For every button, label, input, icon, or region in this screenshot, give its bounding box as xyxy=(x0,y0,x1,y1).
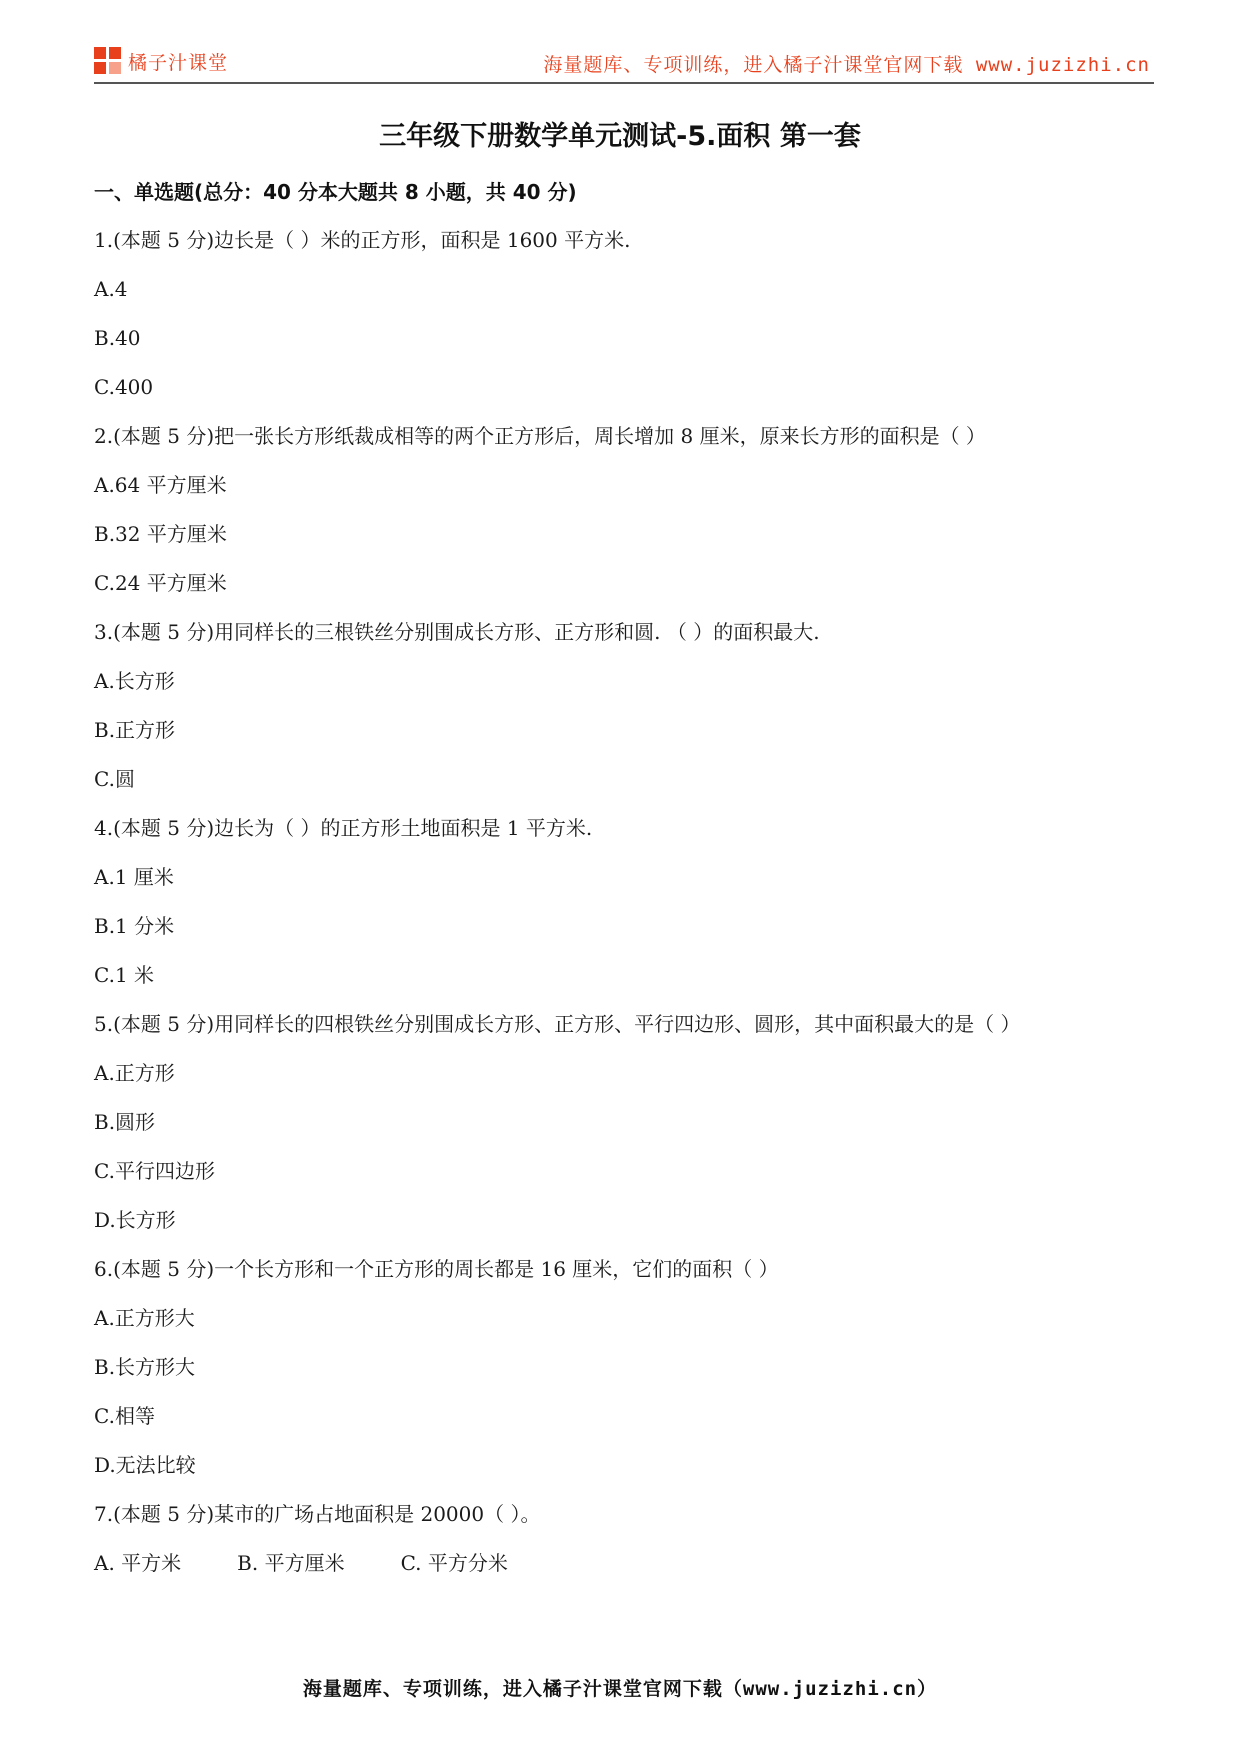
option: C.24 平方厘米 xyxy=(94,571,227,595)
question-stem: 4.(本题 5 分)边长为（ ）的正方形土地面积是 1 平方米. xyxy=(94,816,593,840)
section-heading: 一、单选题(总分：40 分本大题共 8 小题，共 40 分) xyxy=(94,180,577,204)
question-stem: 3.(本题 5 分)用同样长的三根铁丝分别围成长方形、正方形和圆. （ ）的面积最大. xyxy=(94,620,820,644)
page-header xyxy=(94,42,1154,84)
option: C.400 xyxy=(94,375,154,399)
question-stem: 7.(本题 5 分)某市的广场占地面积是 20000（ ）。 xyxy=(94,1502,541,1526)
option: B.正方形 xyxy=(94,718,176,742)
option: C.相等 xyxy=(94,1404,155,1428)
option: B.圆形 xyxy=(94,1110,156,1134)
option: A.64 平方厘米 xyxy=(94,473,227,497)
logo xyxy=(94,46,228,76)
question-stem: 6.(本题 5 分)一个长方形和一个正方形的周长都是 16 厘米，它们的面积（ ） xyxy=(94,1257,779,1281)
question-stem: 2.(本题 5 分)把一张长方形纸裁成相等的两个正方形后，周长增加 8 厘米，原来长方形的面积是（ ） xyxy=(94,424,986,448)
header-slogan: 海量题库、专项训练，进入橘子汁课堂官网下载 www.juzizhi.cn xyxy=(543,54,1150,76)
option: A.长方形 xyxy=(94,669,175,693)
option: C.1 米 xyxy=(94,963,155,987)
option: B.40 xyxy=(94,326,141,350)
question-stem: 5.(本题 5 分)用同样长的四根铁丝分别围成长方形、正方形、平行四边形、圆形，其中面积最大的是（ ） xyxy=(94,1012,1021,1036)
option: C. 平方分米 xyxy=(400,1551,508,1575)
option: B. 平方厘米 xyxy=(237,1551,345,1575)
option: B.1 分米 xyxy=(94,914,175,938)
option: D.长方形 xyxy=(94,1208,176,1232)
option: A. 平方米 xyxy=(94,1551,182,1575)
option: C.圆 xyxy=(94,767,135,791)
orange-logo-icon xyxy=(94,47,122,75)
option: A.4 xyxy=(94,277,128,301)
option: A.正方形大 xyxy=(94,1306,195,1330)
option: D.无法比较 xyxy=(94,1453,196,1477)
option: B.32 平方厘米 xyxy=(94,522,227,546)
option: C.平行四边形 xyxy=(94,1159,215,1183)
option: A.正方形 xyxy=(94,1061,175,1085)
option: A.1 厘米 xyxy=(94,865,174,889)
page-title: 三年级下册数学单元测试-5.面积 第一套 xyxy=(379,121,861,152)
question-stem: 1.(本题 5 分)边长是（ ）米的正方形，面积是 1600 平方米. xyxy=(94,228,631,252)
page-footer: 海量题库、专项训练，进入橘子汁课堂官网下载（www.juzizhi.cn） xyxy=(302,1678,938,1700)
inline-options xyxy=(94,1549,1154,1598)
option: B.长方形大 xyxy=(94,1355,196,1379)
question-list xyxy=(94,226,1154,1598)
logo-text: 橘子汁课堂 xyxy=(128,51,229,74)
